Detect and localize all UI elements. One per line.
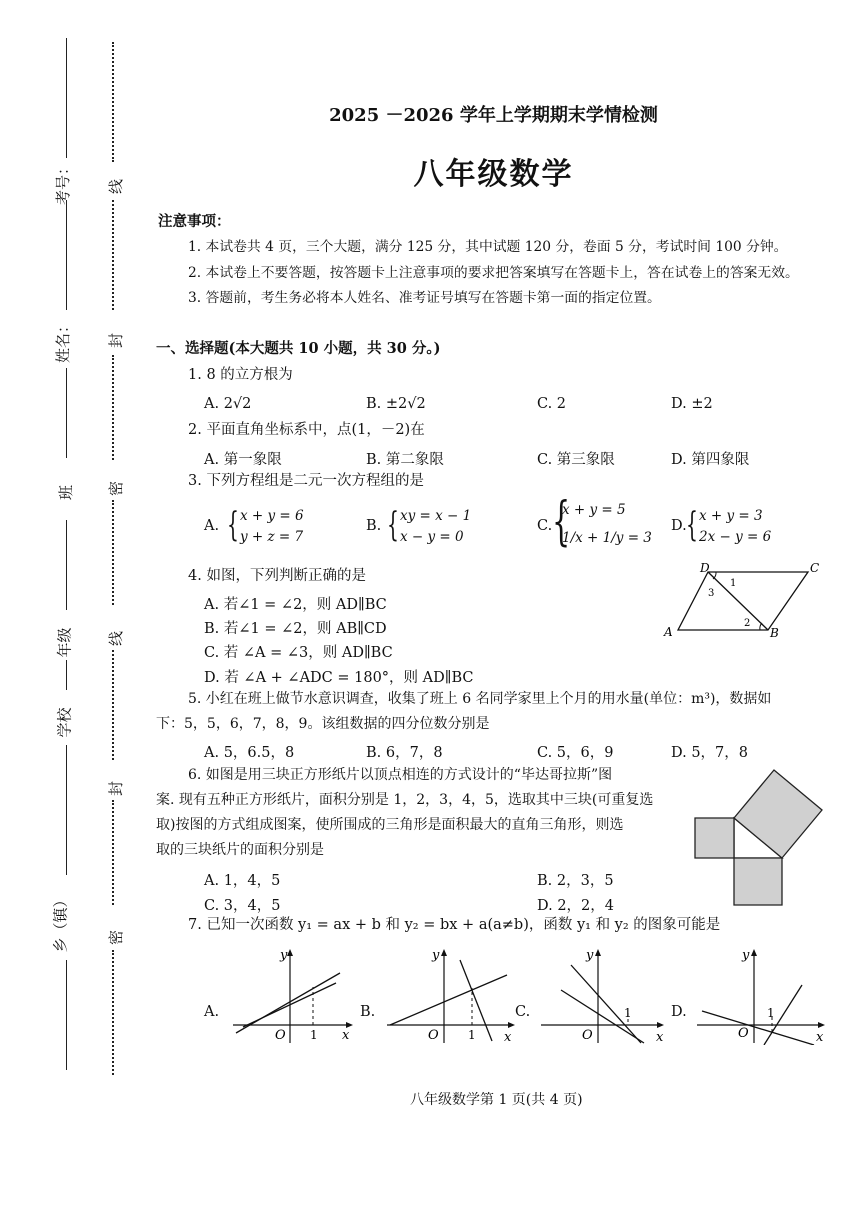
q4-label-c: C bbox=[810, 561, 820, 575]
q4-stem: 4. 如图，下列判断正确的是 bbox=[188, 568, 366, 584]
binding-line-5 bbox=[66, 660, 67, 690]
q5-line-2: 下：5，5，6，7，8，9。该组数据的四分位数分别是 bbox=[156, 716, 490, 732]
q4-label-a: A bbox=[664, 625, 673, 639]
notes-item-2: 2. 本试卷上不要答题，按答题卡上注意事项的要求把答案填写在答题卡上，答在试卷上的答案无效。 bbox=[188, 265, 799, 281]
q3-label-a: A. bbox=[204, 518, 220, 534]
q5-line-1: 5. 小红在班上做节水意识调查，收集了班上 6 名同学家里上个月的用水量(单位：m³)，数据如 bbox=[188, 691, 772, 707]
q4-angle-3: 3 bbox=[708, 588, 715, 599]
q7-c-one: 1 bbox=[624, 1006, 632, 1020]
exam-term-title: 2025 －2026 学年上学期期末学情检测 bbox=[329, 105, 658, 126]
q7-stem: 7. 已知一次函数 y₁ = ax + b 和 y₂ = bx + a(a≠b)，函数 y₁ 和 y₂ 的图象可能是 bbox=[188, 917, 721, 933]
label-xingming: 姓名： bbox=[54, 317, 73, 364]
q3-d-eq1: x + y = 3 bbox=[699, 508, 763, 524]
q4-parallelogram-figure bbox=[660, 560, 830, 642]
q1-option-c: C. 2 bbox=[537, 396, 567, 412]
q6-line-1: 6. 如图是用三块正方形纸片以顶点相连的方式设计的“毕达哥拉斯”图 bbox=[188, 767, 613, 783]
q7-a-x: x bbox=[342, 1028, 350, 1043]
q7-graph-a bbox=[228, 945, 358, 1045]
q7-d-origin: O bbox=[738, 1026, 749, 1041]
q7-label-a: A. bbox=[204, 1004, 220, 1020]
q1-stem: 1. 8 的立方根为 bbox=[188, 367, 293, 383]
seal-dotted-line-4 bbox=[112, 500, 114, 605]
notes-item-1: 1. 本试卷共 4 页，三个大题，满分 125 分，其中试题 120 分，卷面 5 分，考试时间 100 分钟。 bbox=[188, 239, 788, 255]
q7-graph-c bbox=[536, 945, 671, 1045]
q3-brace-b: { bbox=[387, 505, 399, 545]
page-footer: 八年级数学第 1 页(共 4 页) bbox=[410, 1092, 583, 1108]
q3-d-eq2: 2x − y = 6 bbox=[699, 528, 772, 545]
q3-label-c: C. bbox=[537, 518, 553, 534]
q7-graph-b bbox=[382, 945, 522, 1045]
q7-label-c: C. bbox=[515, 1004, 531, 1020]
q7-c-origin: O bbox=[582, 1028, 593, 1043]
q2-option-d: D. 第四象限 bbox=[671, 452, 750, 468]
q1-option-a: A. 2√2 bbox=[204, 396, 252, 412]
q2-option-a: A. 第一象限 bbox=[204, 452, 282, 468]
q4-option-b: B. 若∠1 = ∠2，则 AB∥CD bbox=[204, 621, 387, 637]
q3-brace-c: { bbox=[552, 492, 571, 552]
q5-option-a: A. 5，6.5，8 bbox=[204, 745, 295, 761]
q4-angle-2: 2 bbox=[744, 618, 751, 629]
q7-label-b: B. bbox=[360, 1004, 376, 1020]
label-xuexiao: 学校 bbox=[55, 707, 74, 738]
q7-b-origin: O bbox=[428, 1028, 439, 1043]
q3-a-eq1: x + y = 6 bbox=[240, 508, 304, 524]
q2-option-c: C. 第三象限 bbox=[537, 452, 615, 468]
q6-option-b: B. 2，3，5 bbox=[537, 873, 614, 889]
seal-mark-mi-1: 密 bbox=[107, 480, 126, 497]
q4-option-d: D. 若 ∠A + ∠ADC = 180°，则 AD∥BC bbox=[204, 670, 474, 686]
seal-mark-feng-1: 封 bbox=[107, 332, 126, 349]
section1-title: 一、选择题(本大题共 10 小题，共 30 分。) bbox=[156, 340, 441, 357]
q1-option-d: D. ±2 bbox=[671, 396, 713, 412]
q7-a-one: 1 bbox=[310, 1028, 318, 1042]
seal-dotted-line-6 bbox=[112, 800, 114, 905]
seal-mark-feng-2: 封 bbox=[107, 780, 126, 797]
q7-d-x: x bbox=[816, 1030, 824, 1045]
q6-line-4: 取的三块纸片的面积分别是 bbox=[156, 842, 324, 858]
q4-option-c: C. 若 ∠A = ∠3，则 AD∥BC bbox=[204, 645, 393, 661]
seal-mark-xian-2: 线 bbox=[107, 630, 126, 647]
seal-mark-mi-2: 密 bbox=[107, 929, 126, 946]
label-kaohao: 考号： bbox=[54, 159, 73, 206]
q3-system-b bbox=[400, 506, 471, 548]
seal-dotted-line-2 bbox=[112, 200, 114, 310]
q4-angle-1: 1 bbox=[730, 578, 737, 589]
q7-a-y: y bbox=[280, 948, 288, 963]
seal-dotted-line-5 bbox=[112, 650, 114, 760]
q6-pythagoras-figure bbox=[688, 762, 828, 912]
q2-option-b: B. 第二象限 bbox=[366, 452, 444, 468]
binding-line-top bbox=[66, 38, 67, 158]
q3-a-eq2: y + z = 7 bbox=[240, 528, 304, 545]
q3-label-b: B. bbox=[366, 518, 382, 534]
binding-line-6 bbox=[66, 745, 67, 875]
q3-system-a bbox=[240, 506, 304, 548]
q4-label-b: B bbox=[770, 626, 779, 640]
q2-stem: 2. 平面直角坐标系中，点(1，－2)在 bbox=[188, 422, 425, 438]
q3-system-c bbox=[562, 496, 652, 553]
binding-line-7 bbox=[66, 960, 67, 1070]
q7-b-one: 1 bbox=[468, 1028, 476, 1042]
q7-c-x: x bbox=[656, 1030, 664, 1045]
binding-line-2 bbox=[66, 200, 67, 310]
q5-option-d: D. 5，7，8 bbox=[671, 745, 749, 761]
q5-option-b: B. 6，7，8 bbox=[366, 745, 443, 761]
q3-c-eq2: 1/x + 1/y = 3 bbox=[562, 530, 652, 547]
seal-dotted-line-7 bbox=[112, 950, 114, 1075]
q3-system-d bbox=[699, 506, 771, 548]
q7-b-x: x bbox=[504, 1030, 512, 1045]
label-ban: 班 bbox=[57, 484, 76, 501]
q7-graph-d bbox=[692, 945, 832, 1045]
label-nianji: 年级 bbox=[55, 627, 74, 658]
q3-b-eq2: x − y = 0 bbox=[400, 528, 464, 545]
q7-label-d: D. bbox=[671, 1004, 687, 1020]
q4-option-a: A. 若∠1 = ∠2，则 AD∥BC bbox=[204, 597, 387, 613]
q1-option-b: B. ±2√2 bbox=[366, 396, 426, 412]
q7-d-y: y bbox=[742, 948, 750, 963]
q6-line-2: 案. 现有五种正方形纸片，面积分别是 1，2，3，4，5，选取其中三块(可重复选 bbox=[156, 792, 654, 808]
q3-b-eq1: xy = x − 1 bbox=[400, 508, 472, 524]
q7-b-y: y bbox=[432, 948, 440, 963]
q3-c-eq1: x + y = 5 bbox=[562, 502, 626, 518]
q7-a-origin: O bbox=[275, 1028, 286, 1043]
subject-title: 八年级数学 bbox=[413, 157, 574, 192]
q6-option-d: D. 2，2，4 bbox=[537, 898, 615, 914]
q3-stem: 3. 下列方程组是二元一次方程组的是 bbox=[188, 473, 424, 489]
notes-item-3: 3. 答题前，考生务必将本人姓名、准考证号填写在答题卡第一面的指定位置。 bbox=[188, 290, 661, 306]
q3-label-d: D. bbox=[671, 518, 687, 534]
notes-heading: 注意事项： bbox=[158, 213, 231, 230]
q6-option-a: A. 1，4，5 bbox=[204, 873, 281, 889]
q6-option-c: C. 3，4，5 bbox=[204, 898, 281, 914]
q7-d-one: 1 bbox=[767, 1006, 775, 1020]
binding-line-4 bbox=[66, 520, 67, 610]
binding-line-3 bbox=[66, 368, 67, 458]
q7-c-y: y bbox=[586, 948, 594, 963]
q4-label-d: D bbox=[700, 561, 710, 575]
q3-brace-a: { bbox=[227, 505, 239, 545]
seal-mark-xian-1: 线 bbox=[107, 178, 126, 195]
q5-option-c: C. 5，6，9 bbox=[537, 745, 614, 761]
label-xiangzhen: 乡（镇） bbox=[51, 892, 70, 953]
q6-line-3: 取)按图的方式组成图案，使所围成的三角形是面积最大的直角三角形，则选 bbox=[156, 817, 624, 833]
seal-dotted-line-3 bbox=[112, 355, 114, 460]
q3-brace-d: { bbox=[686, 505, 698, 545]
